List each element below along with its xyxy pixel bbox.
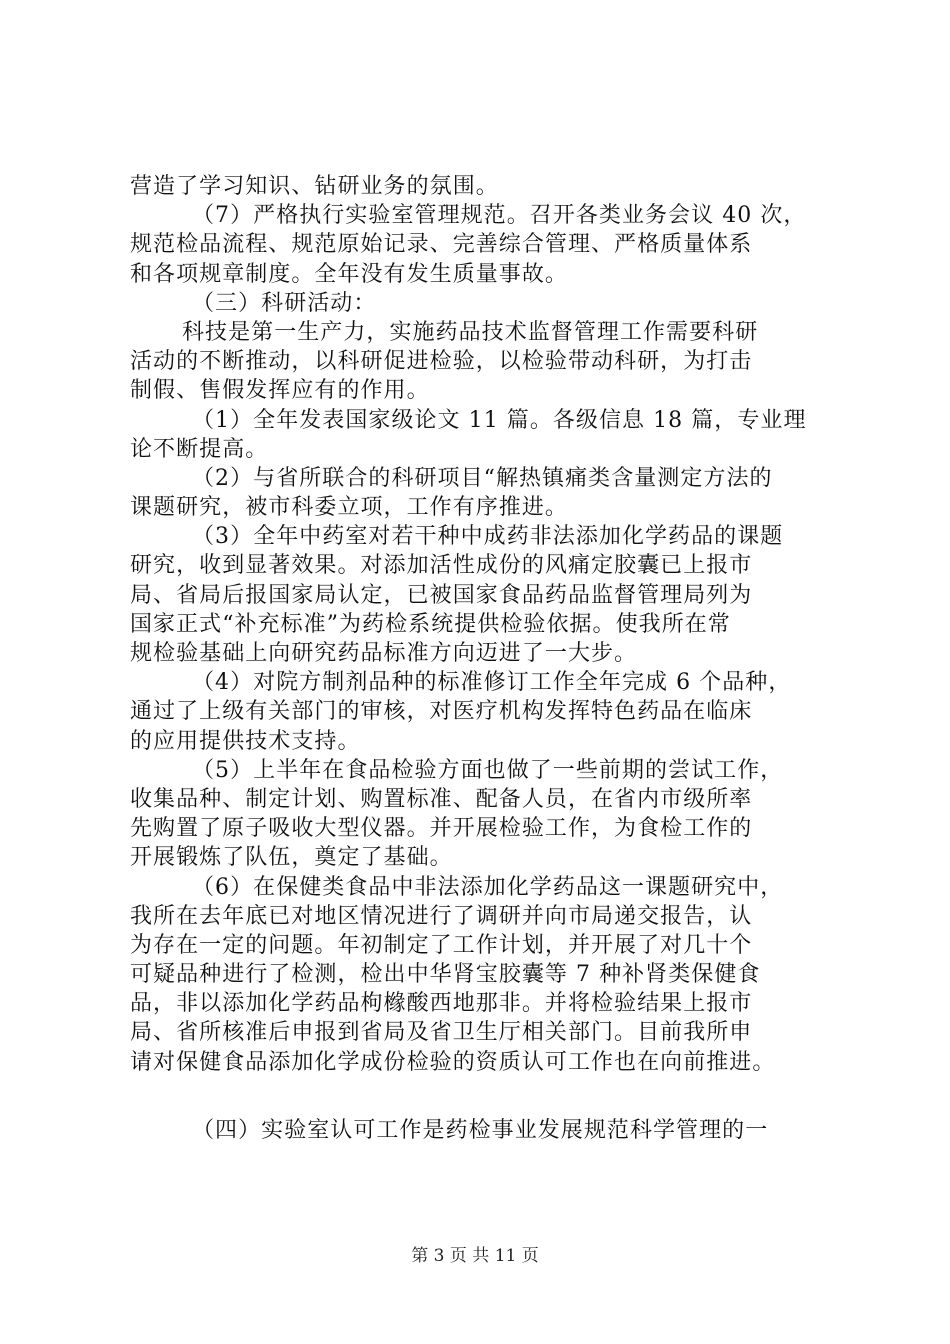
text-line: 制假、售假发挥应有的作用。	[130, 378, 430, 404]
paragraph-gap	[130, 1077, 826, 1116]
document-body	[130, 172, 826, 1145]
text-line: 规范检品流程、规范原始记录、完善综合管理、严格质量体系	[130, 232, 753, 258]
text-line: 的应用提供技术支持。	[130, 728, 361, 754]
text-line: （7）严格执行实验室管理规范。召开各类业务会议 40 次，	[192, 203, 807, 229]
text-line: （6）在保健类食品中非法添加化学药品这一课题研究中，	[192, 874, 784, 900]
text-line: 局、省所核准后申报到省局及省卫生厅相关部门。目前我所申	[130, 1020, 753, 1046]
section-heading: （三）科研活动：	[192, 290, 377, 316]
text-line: （2）与省所联合的科研项目“解热镇痛类含量测定方法的	[192, 465, 773, 491]
text-line: 开展锻炼了队伍，奠定了基础。	[130, 845, 453, 871]
text-line: 可疑品种进行了检测，检出中华肾宝胶囊等 7 种补肾类保健食	[130, 962, 761, 988]
text-line: 研究，收到显著效果。对添加活性成份的风痛定胶囊已上报市	[130, 553, 753, 579]
text-line: 为存在一定的问题。年初制定了工作计划，并开展了对几十个	[130, 932, 753, 958]
text-line: 国家正式“补充标准”为药检系统提供检验依据。使我所在常	[130, 611, 731, 637]
text-line: 活动的不断推动，以科研促进检验，以检验带动科研，为打击	[130, 349, 753, 375]
text-line: 通过了上级有关部门的审核，对医疗机构发挥特色药品在临床	[130, 699, 753, 725]
text-line: 请对保健食品添加化学成份检验的资质认可工作也在向前推进。	[130, 1049, 776, 1075]
text-line: 规检验基础上向研究药品标准方向迈进了一大步。	[130, 641, 638, 666]
text-line: （3）全年中药室对若干种中成药非法添加化学药品的课题	[192, 524, 784, 550]
text-line: 品，非以添加化学药品枸橼酸西地那非。并将检验结果上报市	[130, 991, 753, 1017]
page-footer	[0, 1241, 950, 1266]
text-line: 课题研究，被市科委立项，工作有序推进。	[130, 495, 568, 521]
text-line: （4）对院方制剂品种的标准修订工作全年完成 6 个品种，	[192, 670, 792, 696]
text-line: （1）全年发表国家级论文 11 篇。各级信息 18 篇，专业理	[192, 407, 807, 433]
text-line: 我所在去年底已对地区情况进行了调研并向市局递交报告，认	[130, 903, 753, 929]
text-line: 局、省局后报国家局认定，已被国家食品药品监督管理局列为	[130, 582, 753, 608]
text-line: 论不断提高。	[130, 436, 269, 462]
page-number-label: 第 3 页 共 11 页	[411, 1246, 539, 1266]
text-line: 收集品种、制定计划、购置标准、配备人员，在省内市级所率	[130, 786, 753, 812]
text-line: 先购置了原子吸收大型仪器。并开展检验工作，为食检工作的	[130, 816, 753, 842]
text-line: （5）上半年在食品检验方面也做了一些前期的尝试工作，	[192, 757, 784, 783]
text-line: 和各项规章制度。全年没有发生质量事故。	[130, 261, 568, 287]
text-line: 科技是第一生产力，实施药品技术监督管理工作需要科研	[182, 319, 759, 345]
text-line: 营造了学习知识、钻研业务的氛围。	[130, 174, 499, 199]
section-heading: （四）实验室认可工作是药检事业发展规范科学管理的一	[192, 1117, 769, 1143]
